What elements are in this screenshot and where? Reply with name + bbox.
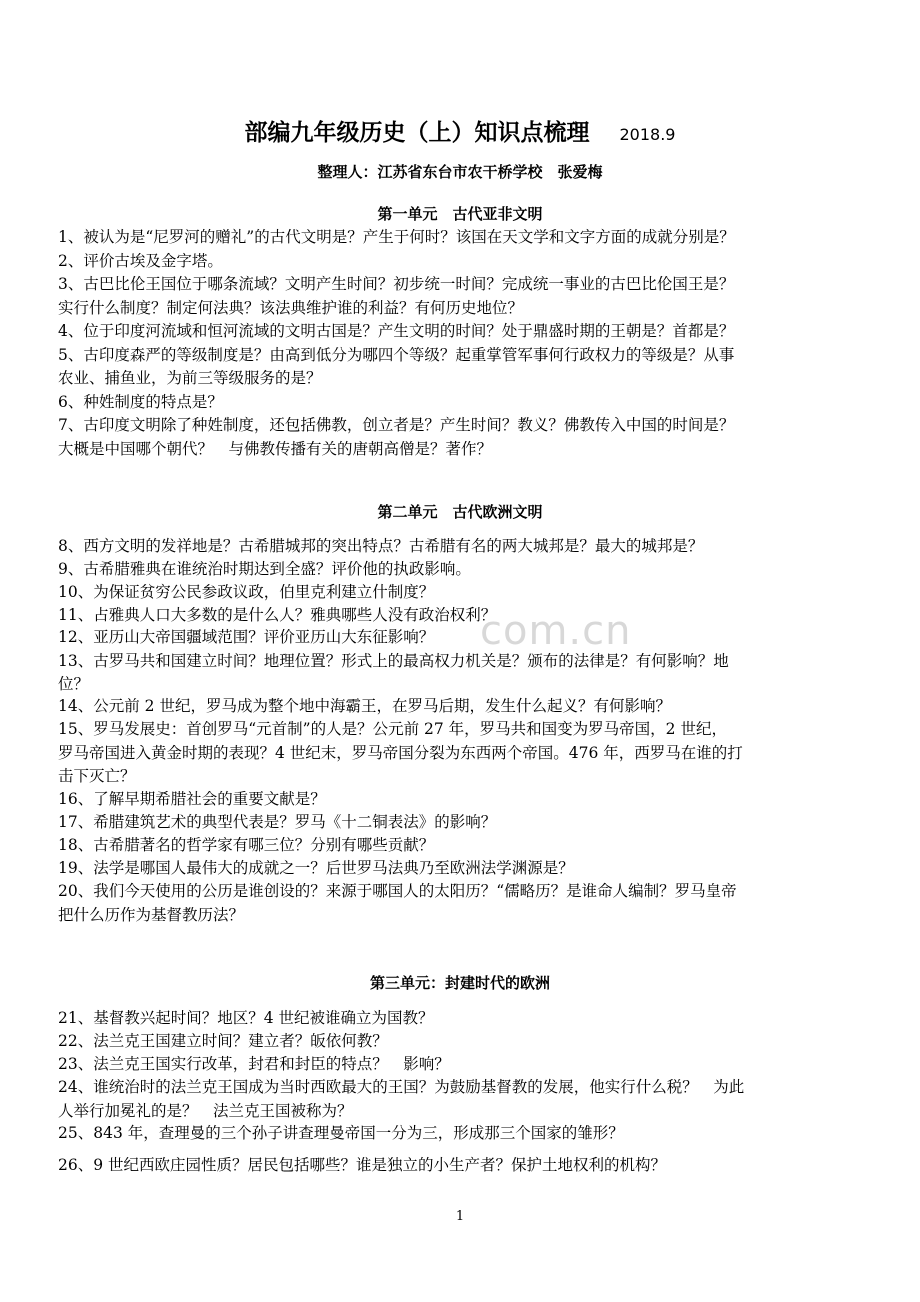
title-date: 2018.9 bbox=[619, 125, 676, 144]
question-7-line-2: 大概是中国哪个朝代？ 与佛教传播有关的唐朝高僧是？著作？ bbox=[58, 439, 493, 458]
unit-heading-3: 第三单元：封建时代的欧洲 bbox=[369, 974, 550, 992]
watermark: com.cn bbox=[480, 608, 632, 654]
question-13 bbox=[58, 650, 866, 697]
question-16: 16、了解早期希腊社会的重要文献是？ bbox=[58, 789, 326, 808]
question-4: 4、位于印度河流域和恒河流域的文明古国是？产生文明的时间？处于鼎盛时期的王朝是？首都是？ bbox=[58, 322, 735, 340]
question-2: 2、评价古埃及金字塔。 bbox=[58, 251, 223, 270]
question-17: 17、希腊建筑艺术的典型代表是？罗马《十二铜表法》的影响？ bbox=[58, 812, 497, 831]
author-line: 整理人：江苏省东台市农干桥学校 张爱梅 bbox=[317, 163, 603, 181]
question-25: 25、843 年，查理曼的三个孙子讲查理曼帝国一分为三，形成那三个国家的雏形？ bbox=[58, 1124, 624, 1142]
question-15 bbox=[58, 718, 866, 789]
question-13-line-2: 位？ bbox=[58, 675, 90, 693]
question-20-line-2: 把什么历作为基督教历法？ bbox=[58, 905, 245, 924]
question-26: 26、9 世纪西欧庄园性质？居民包括哪些？谁是独立的小生产者？保护土地权利的机构？ bbox=[58, 1156, 667, 1174]
question-20-line-1: 20、我们今天使用的公历是谁创设的？来源于哪国人的太阳历？“儒略历？是谁命人编制？罗马皇帝 bbox=[58, 882, 737, 900]
question-7-line-1: 7、古印度文明除了种姓制度，还包括佛教，创立者是？产生时间？教义？佛教传入中国的时间是？ bbox=[58, 416, 735, 434]
unit-heading-2: 第二单元 古代欧洲文明 bbox=[377, 503, 543, 521]
question-11: 11、占雅典人口大多数的是什么人？雅典哪些人没有政治权利？ bbox=[58, 605, 497, 624]
question-12: 12、亚历山大帝国疆域范围？评价亚历山大东征影响？ bbox=[58, 628, 435, 646]
question-20 bbox=[58, 880, 866, 927]
question-24-line-1: 24、谁统治时的法兰克王国成为当时西欧最大的王国？为鼓励基督教的发展，他实行什么税？ 为此 bbox=[58, 1078, 745, 1096]
question-7 bbox=[58, 414, 866, 461]
question-6: 6、种姓制度的特点是？ bbox=[58, 392, 223, 411]
question-23: 23、法兰克王国实行改革，封君和封臣的特点？ 影响？ bbox=[58, 1055, 450, 1073]
question-15-line-3: 击下灭亡？ bbox=[58, 767, 136, 785]
question-18: 18、古希腊著名的哲学家有哪三位？分别有哪些贡献？ bbox=[58, 835, 435, 854]
question-24-line-2: 人举行加冕礼的是？ 法兰克王国被称为？ bbox=[58, 1101, 353, 1120]
document-title bbox=[0, 117, 920, 151]
question-21: 21、基督教兴起时间？地区？4 世纪被谁确立为国教？ bbox=[58, 1009, 434, 1027]
question-3-line-2: 实行什么制度？制定何法典？该法典维护谁的利益？有何历史地位？ bbox=[58, 298, 524, 317]
question-3 bbox=[58, 273, 866, 320]
question-13-line-1: 13、古罗马共和国建立时间？地理位置？形式上的最高权力机关是？颁布的法律是？有何影响？地 bbox=[58, 651, 729, 670]
question-9: 9、古希腊雅典在谁统治时期达到全盛？评价他的执政影响。 bbox=[58, 559, 471, 578]
question-15-line-1: 15、罗马发展史：首创罗马“元首制”的人是？公元前 27 年，罗马共和国变为罗马帝国，2 世纪， bbox=[58, 720, 727, 738]
title-text: 部编九年级历史（上）知识点梳理 bbox=[244, 120, 590, 146]
question-5 bbox=[58, 344, 866, 391]
question-15-line-2: 罗马帝国进入黄金时期的表现？4 世纪末，罗马帝国分裂为东西两个帝国。476 年，西罗马在谁的打 bbox=[58, 743, 743, 762]
page-number: 1 bbox=[455, 1209, 465, 1224]
question-5-line-2: 农业、捕鱼业，为前三等级服务的是？ bbox=[58, 369, 322, 387]
question-24 bbox=[58, 1076, 866, 1123]
question-3-line-1: 3、古巴比伦王国位于哪条流域？文明产生时间？初步统一时间？完成统一事业的古巴比伦国王是？ bbox=[58, 275, 735, 293]
question-10: 10、为保证贫穷公民参政议政，伯里克利建立什制度？ bbox=[58, 582, 435, 601]
unit-heading-1: 第一单元 古代亚非文明 bbox=[377, 205, 543, 223]
question-22: 22、法兰克王国建立时间？建立者？皈依何教？ bbox=[58, 1032, 388, 1050]
question-14: 14、公元前 2 世纪，罗马成为整个地中海霸王，在罗马后期，发生什么起义？有何影响？ bbox=[58, 697, 671, 715]
question-8: 8、西方文明的发祥地是？古希腊城邦的突出特点？古希腊有名的两大城邦是？最大的城邦是？ bbox=[58, 537, 704, 555]
question-1: 1、被认为是“尼罗河的赠礼”的古代文明是？产生于何时？该国在天文学和文字方面的成就分别是？ bbox=[58, 228, 735, 246]
question-5-line-1: 5、古印度森严的等级制度是？由高到低分为哪四个等级？起重掌管军事何行政权力的等级是？从事 bbox=[58, 345, 735, 364]
question-19: 19、法学是哪国人最伟大的成就之一？后世罗马法典乃至欧洲法学渊源是？ bbox=[58, 858, 574, 877]
